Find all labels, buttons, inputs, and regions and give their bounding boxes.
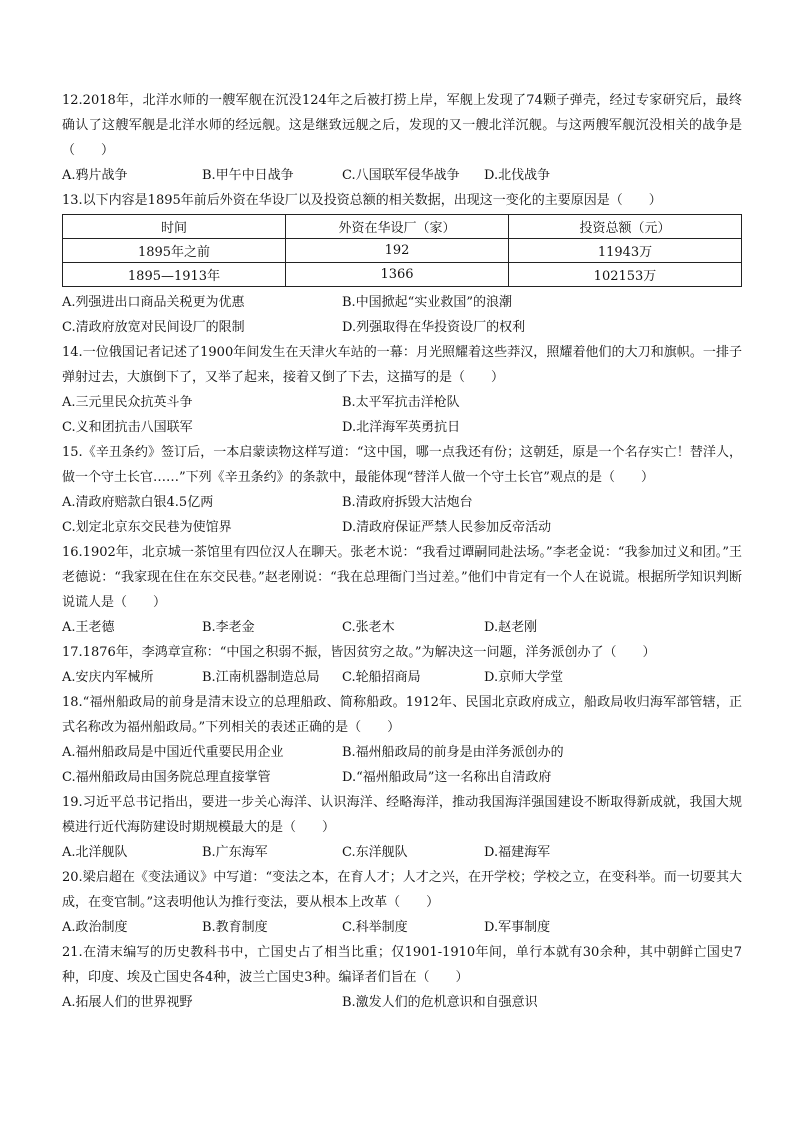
- options-row: [62, 915, 742, 940]
- question-13: [62, 188, 742, 340]
- question-16: [62, 540, 742, 640]
- question-15: [62, 440, 742, 540]
- option-c[interactable]: C.福州船政局由国务院总理直接掌管: [62, 770, 271, 785]
- table-row: [63, 263, 742, 287]
- table-cell: 192: [286, 239, 509, 263]
- option-b[interactable]: B.激发人们的危机意识和自强意识: [342, 995, 538, 1010]
- options-row: [62, 415, 742, 440]
- table-header: 投资总额（元）: [509, 215, 742, 239]
- option-a[interactable]: A.鸦片战争: [62, 168, 128, 183]
- option-b[interactable]: B.李老金: [202, 620, 255, 635]
- option-b[interactable]: B.教育制度: [202, 920, 268, 935]
- option-a[interactable]: A.政治制度: [62, 920, 128, 935]
- question-19: [62, 790, 742, 865]
- option-d[interactable]: D.列强取得在华投资设厂的权利: [342, 320, 526, 335]
- table-cell: 11943万: [509, 239, 742, 263]
- option-d[interactable]: D.军事制度: [484, 920, 551, 935]
- option-c[interactable]: C.张老木: [342, 620, 395, 635]
- table-row: [63, 239, 742, 263]
- table-cell: 1366: [286, 263, 509, 287]
- option-b[interactable]: B.清政府拆毁大沽炮台: [342, 495, 473, 510]
- question-14: [62, 340, 742, 440]
- question-20: [62, 865, 742, 940]
- question-stem: 13.以下内容是1895年前后外资在华设厂以及投资总额的相关数据，出现这一变化的主要原因是（ ）: [62, 193, 662, 208]
- option-c[interactable]: C.轮船招商局: [342, 670, 421, 685]
- table-cell: 1895年之前: [63, 239, 286, 263]
- question-21: [62, 940, 742, 1015]
- option-c[interactable]: C.划定北京东交民巷为使馆界: [62, 520, 232, 535]
- option-a[interactable]: A.北洋舰队: [62, 845, 128, 860]
- option-a[interactable]: A.拓展人们的世界视野: [62, 995, 193, 1010]
- exam-page: [62, 88, 742, 1015]
- option-d[interactable]: D.京师大学堂: [484, 670, 564, 685]
- option-d[interactable]: D.福建海军: [484, 845, 551, 860]
- options-row: [62, 515, 742, 540]
- option-b[interactable]: B.甲午中日战争: [202, 168, 294, 183]
- question-stem: 20.梁启超在《变法通议》中写道：“变法之本，在育人才；人才之兴，在开学校；学校之立，在变科举。而一切要其大成，在变官制。”这表明他认为推行变法，要从根本上改革（ ）: [62, 870, 742, 910]
- data-table: [62, 214, 742, 287]
- options-row: [62, 315, 742, 340]
- option-d[interactable]: D.赵老刚: [484, 620, 538, 635]
- table-header: 外资在华设厂（家）: [286, 215, 509, 239]
- option-c[interactable]: C.清政府放宽对民间设厂的限制: [62, 320, 245, 335]
- question-stem: 18.“福州船政局的前身是清末设立的总理船政、简称船政。1912年、民国北京政府成立，船政局收归海军部管辖，正式名称改为福州船政局。”下列相关的表述正确的是（ ）: [62, 695, 742, 735]
- question-stem: 15.《辛丑条约》签订后，一本启蒙读物这样写道：“这中国，哪一点我还有份；这朝廷，原是一个名存实亡！替洋人，做一个守土长官……”下列《辛丑条约》的条款中，最能体现“替洋人做一个守土长官”观点的是（ ）: [62, 445, 742, 485]
- option-a[interactable]: A.福州船政局是中国近代重要民用企业: [62, 745, 284, 760]
- option-c[interactable]: C.东洋舰队: [342, 845, 408, 860]
- option-b[interactable]: B.江南机器制造总局: [202, 670, 320, 685]
- options-row: [62, 615, 742, 640]
- option-c[interactable]: C.科举制度: [342, 920, 408, 935]
- options-row: [62, 290, 742, 315]
- option-a[interactable]: A.安庆内军械所: [62, 670, 154, 685]
- question-18: [62, 690, 742, 790]
- option-a[interactable]: A.清政府赔款白银4.5亿两: [62, 495, 214, 510]
- options-row: [62, 490, 742, 515]
- table-header-row: [63, 215, 742, 239]
- option-a[interactable]: A.列强进出口商品关税更为优惠: [62, 295, 245, 310]
- option-a[interactable]: A.王老德: [62, 620, 115, 635]
- option-c[interactable]: C.八国联军侵华战争: [342, 168, 460, 183]
- table-header: 时间: [63, 215, 286, 239]
- option-b[interactable]: B.太平军抗击洋枪队: [342, 395, 460, 410]
- option-c[interactable]: C.义和团抗击八国联军: [62, 420, 193, 435]
- options-row: [62, 665, 742, 690]
- option-d[interactable]: D.北洋海军英勇抗日: [342, 420, 461, 435]
- options-row: [62, 765, 742, 790]
- question-stem: 16.1902年，北京城一茶馆里有四位汉人在聊天。张老木说：“我看过谭嗣同赴法场。”李老金说：“我参加过义和团。”王老德说：“我家现在住在东交民巷。”赵老刚说：“我在总理衙门当过差。”他们中肯定有一个人在说谎。根据所学知识判断说谎人是（ ）: [62, 545, 742, 610]
- option-b[interactable]: B.广东海军: [202, 845, 268, 860]
- option-d[interactable]: D.清政府保证严禁人民参加反帝活动: [342, 520, 552, 535]
- table-cell: 1895—1913年: [63, 263, 286, 287]
- option-a[interactable]: A.三元里民众抗英斗争: [62, 395, 193, 410]
- question-stem: 19.习近平总书记指出，要进一步关心海洋、认识海洋、经略海洋，推动我国海洋强国建设不断取得新成就，我国大规模进行近代海防建设时期规模最大的是（ ）: [62, 795, 742, 835]
- options-row: [62, 390, 742, 415]
- options-row: [62, 163, 742, 188]
- options-row: [62, 740, 742, 765]
- question-stem: 12.2018年，北洋水师的一艘军舰在沉没124年之后被打捞上岸，军舰上发现了74颗子弹壳，经过专家研究后，最终确认了这艘军舰是北洋水师的经远舰。这是继致远舰之后，发现的又一艘北洋沉舰。与这两艘军舰沉没相关的战争是（ ）: [62, 93, 742, 158]
- option-b[interactable]: B.福州船政局的前身是由洋务派创办的: [342, 745, 564, 760]
- option-d[interactable]: D.北伐战争: [484, 168, 551, 183]
- option-d[interactable]: D.“福州船政局”这一名称出自清政府: [342, 770, 552, 785]
- option-b[interactable]: B.中国掀起“实业救国”的浪潮: [342, 295, 512, 310]
- question-17: [62, 640, 742, 690]
- options-row: [62, 990, 742, 1015]
- question-12: [62, 88, 742, 188]
- options-row: [62, 840, 742, 865]
- question-stem: 17.1876年，李鸿章宣称：“中国之积弱不振，皆因贫穷之故。”为解决这一问题，洋务派创办了（ ）: [62, 645, 656, 660]
- table-cell: 102153万: [509, 263, 742, 287]
- question-stem: 21.在清末编写的历史教科书中，亡国史占了相当比重；仅1901-1910年间，单行本就有30余种，其中朝鲜亡国史7种，印度、埃及亡国史各4种，波兰亡国史3种。编译者们旨在（ ）: [62, 945, 742, 985]
- question-stem: 14.一位俄国记者记述了1900年间发生在天津火车站的一幕：月光照耀着这些莽汉，照耀着他们的大刀和旗帜。一排子弹射过去，大旗倒下了，又举了起来，接着又倒了下去，这描写的是（ ）: [62, 345, 742, 385]
